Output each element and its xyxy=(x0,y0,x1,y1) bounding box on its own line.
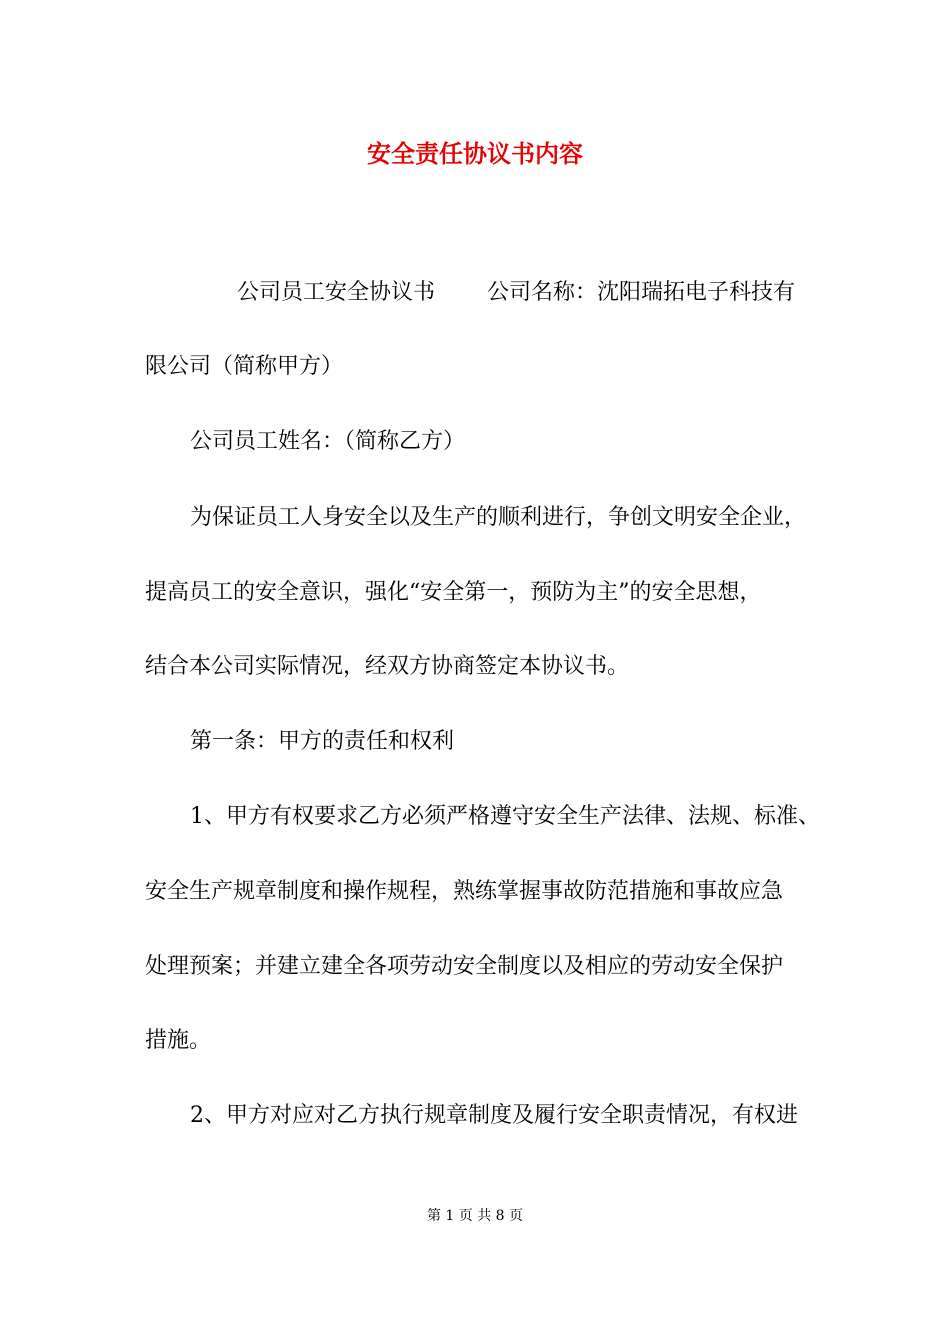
page-footer: 第 1 页 共 8 页 xyxy=(426,1208,524,1224)
paragraph-line: 提高员工的安全意识，强化“安全第一，预防为主”的安全思想， xyxy=(145,580,762,605)
paragraph-line: 2、甲方对应对乙方执行规章制度及履行安全职责情况，有权进 xyxy=(190,1103,798,1128)
document-title: 安全责任协议书内容 xyxy=(367,139,583,168)
paragraph-line: 公司员工姓名：（简称乙方） xyxy=(190,429,466,454)
paragraph-line: 为保证员工人身安全以及生产的顺利进行，争创文明安全企业， xyxy=(190,505,807,530)
paragraph-line: 结合本公司实际情况，经双方协商签定本协议书。 xyxy=(145,654,630,679)
paragraph-line: 措施。 xyxy=(145,1028,212,1053)
paragraph-line: 1、甲方有权要求乙方必须严格遵守安全生产法律、法规、标准、 xyxy=(190,804,820,829)
paragraph-line: 安全生产规章制度和操作规程，熟练掌握事故防范措施和事故应急 xyxy=(145,879,784,904)
section-heading: 第一条：甲方的责任和权利 xyxy=(190,729,455,754)
paragraph-line: 公司名称：沈阳瑞拓电子科技有 xyxy=(487,280,796,305)
paragraph-line: 公司员工安全协议书 xyxy=(237,280,436,305)
paragraph-line: 处理预案；并建立建全各项劳动安全制度以及相应的劳动安全保护 xyxy=(145,954,784,979)
paragraph-line: 限公司（简称甲方） xyxy=(145,354,344,379)
